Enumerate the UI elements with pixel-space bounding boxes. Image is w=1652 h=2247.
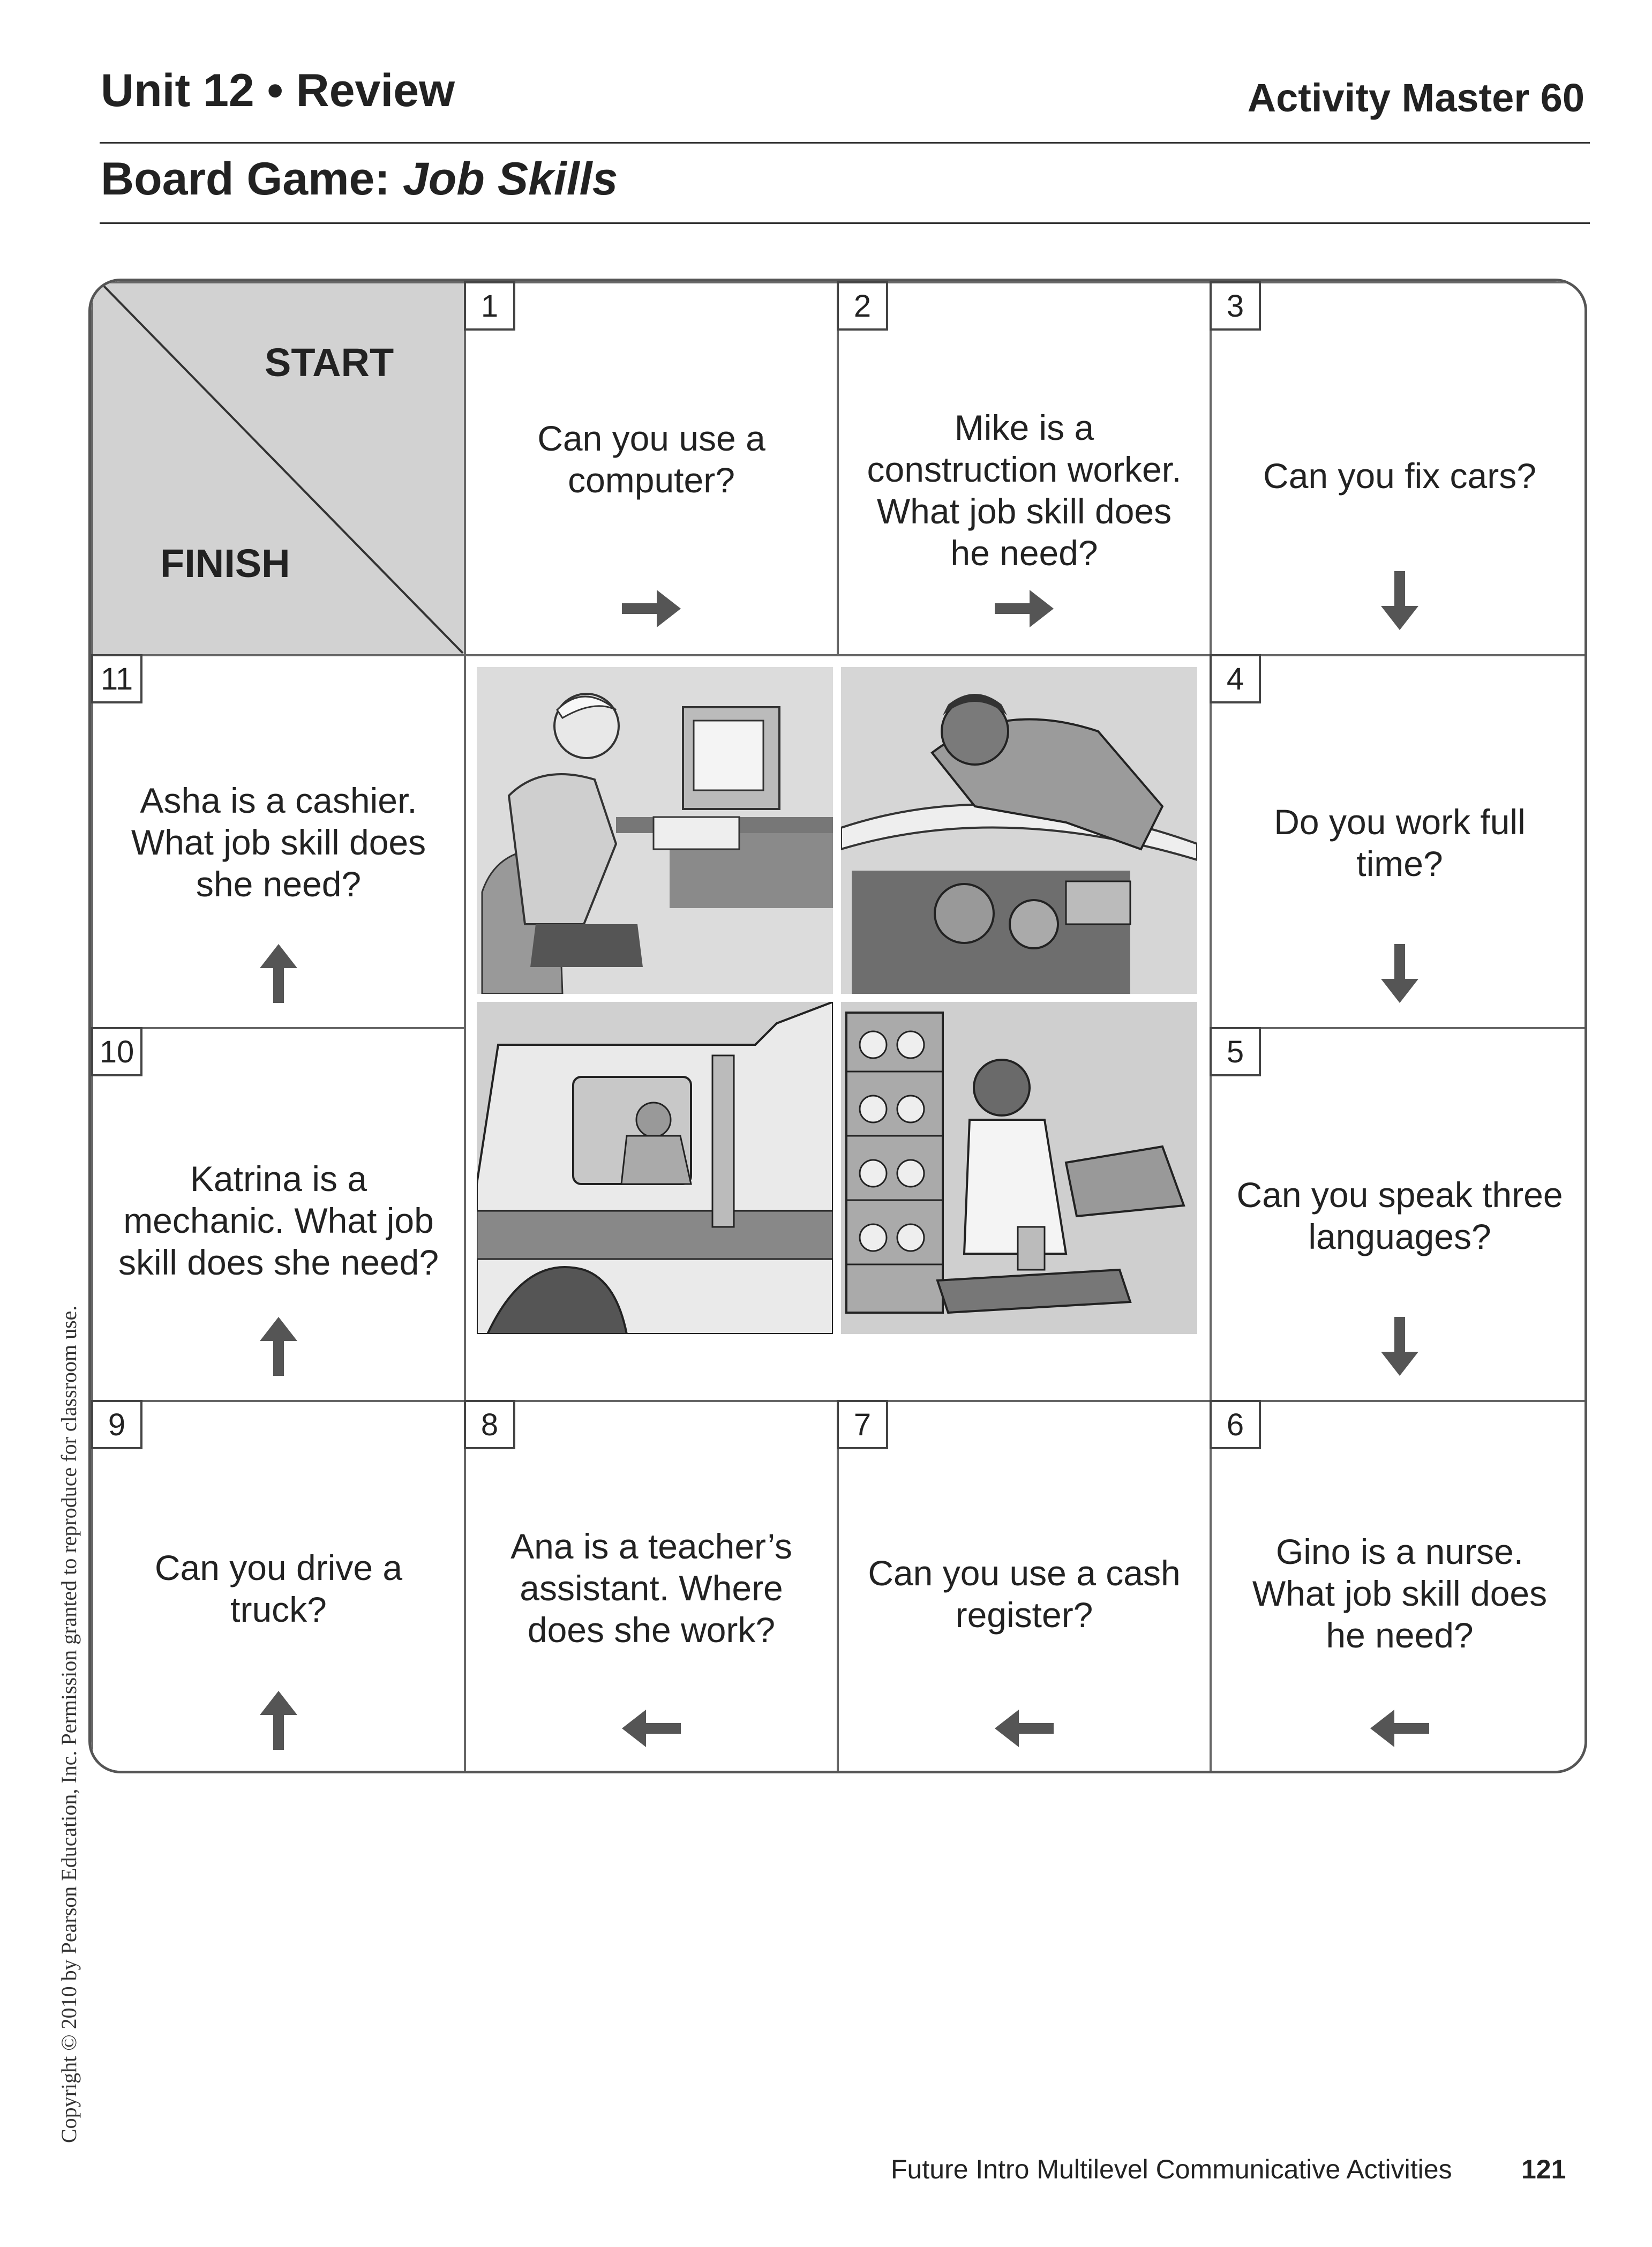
illustration-mechanic: [841, 667, 1197, 994]
start-label: START: [265, 340, 394, 385]
illustration-computer-user: [477, 667, 833, 994]
board-square-6: [1210, 1400, 1587, 1773]
start-finish-square: [91, 281, 466, 656]
unit-title: Unit 12 • Review: [101, 65, 455, 116]
page-number: 121: [1521, 2154, 1566, 2184]
square-number: 9: [91, 1400, 142, 1449]
game-board: [88, 279, 1587, 1773]
board-square-1: [464, 281, 839, 656]
illustration-truck-driver: [477, 1002, 833, 1334]
square-question: Ana is a teacher’s assistant. Where does she work?: [510, 1526, 792, 1650]
board-square-4: [1210, 654, 1587, 1029]
arrow-right-icon: [619, 585, 684, 633]
square-question: Can you use a cash register?: [868, 1553, 1181, 1635]
board-square-9: [91, 1400, 466, 1773]
square-number: 10: [91, 1027, 142, 1076]
board-square-3: [1210, 281, 1587, 656]
square-question: Can you speak three languages?: [1236, 1175, 1563, 1256]
finish-label: FINISH: [160, 541, 290, 586]
page-title: [101, 153, 618, 206]
square-question: Can you use a computer?: [537, 418, 765, 500]
square-number: 7: [837, 1400, 888, 1449]
arrow-down-icon: [1376, 941, 1424, 1006]
square-number: 2: [837, 281, 888, 331]
square-question: Can you fix cars?: [1263, 456, 1536, 496]
book-title: Future Intro Multilevel Communicative Activities: [891, 2154, 1452, 2184]
square-number: 1: [464, 281, 515, 331]
square-question: Can you drive a truck?: [154, 1548, 403, 1629]
board-square-8: [464, 1400, 839, 1773]
title-topic: Job Skills: [402, 153, 618, 205]
square-question: Asha is a cashier. What job skill does she need?: [131, 781, 426, 904]
square-number: 3: [1210, 281, 1261, 331]
square-question: Katrina is a mechanic. What job skill does she need?: [118, 1159, 439, 1282]
title-prefix: Board Game:: [101, 153, 403, 205]
board-square-7: [837, 1400, 1212, 1773]
board-square-2: [837, 281, 1212, 656]
board-square-11: [91, 654, 466, 1029]
square-number: 4: [1210, 654, 1261, 703]
title-divider: [100, 222, 1590, 224]
arrow-left-icon: [619, 1704, 684, 1752]
board-square-5: [1210, 1027, 1587, 1402]
arrow-up-icon: [254, 1314, 303, 1379]
arrow-left-icon: [1368, 1704, 1432, 1752]
arrow-down-icon: [1376, 1314, 1424, 1379]
copyright-notice: Copyright © 2010 by Pearson Education, Inc. Permission granted to reproduce for classroom use.: [57, 1305, 81, 2143]
arrow-up-icon: [254, 1688, 303, 1752]
square-question: Gino is a nurse. What job skill does he need?: [1252, 1532, 1548, 1655]
square-question: Do you work full time?: [1274, 802, 1526, 883]
arrow-down-icon: [1376, 568, 1424, 633]
activity-master-label: Activity Master 60: [1247, 76, 1585, 120]
illustration-cashier: [841, 1002, 1197, 1334]
board-square-10: [91, 1027, 466, 1402]
arrow-right-icon: [992, 585, 1056, 633]
header-divider: [100, 142, 1590, 144]
square-number: 5: [1210, 1027, 1261, 1076]
arrow-up-icon: [254, 941, 303, 1006]
square-number: 11: [91, 654, 142, 703]
square-number: 8: [464, 1400, 515, 1449]
square-number: 6: [1210, 1400, 1261, 1449]
square-question: Mike is a construction worker. What job skill does he need?: [867, 408, 1182, 573]
arrow-left-icon: [992, 1704, 1056, 1752]
